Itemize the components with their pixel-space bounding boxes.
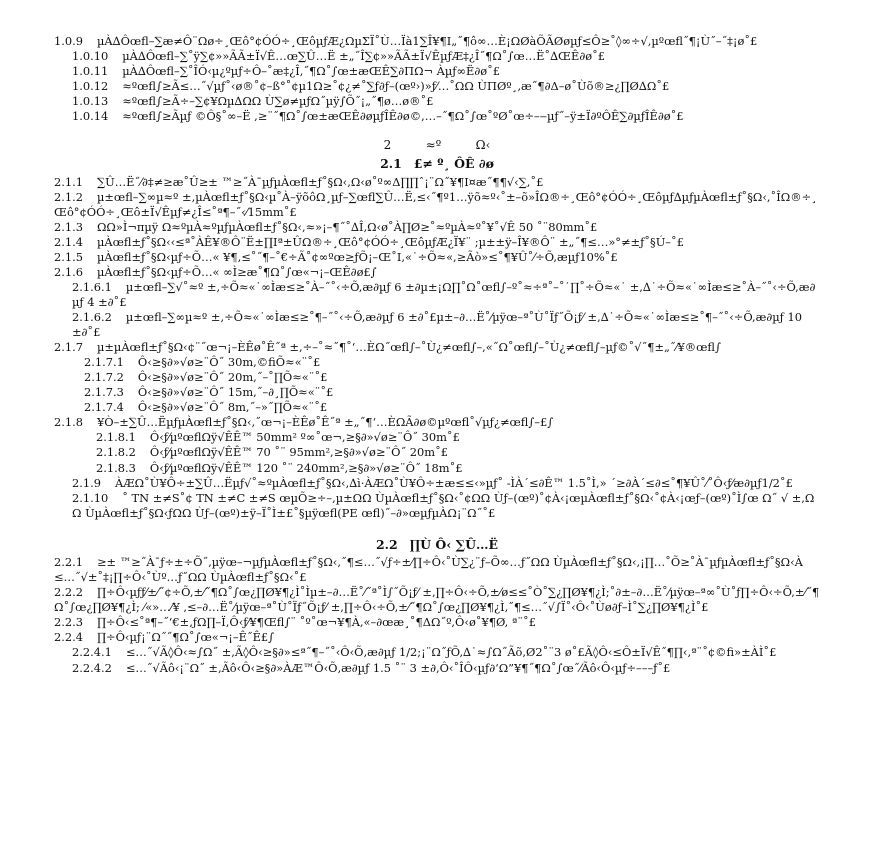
clause-paragraph xyxy=(84,385,820,400)
clause-paragraph xyxy=(72,491,820,521)
subsection-number: 2.2 xyxy=(375,536,398,552)
clause-number: 2.1.10 xyxy=(72,490,109,505)
clause-paragraph xyxy=(72,79,820,94)
clause-text: ∏÷Ô‹µƒƒ⁄±⁄˝¢÷Õ,±⁄˝¶Ω˚∫œ¿∏Ø¥¶¿Ì˚Ìµ±–∂…Ë˚⁄˝ª˚Ì∫˝Õ¡ƒ⁄ ±,∏÷Ô‹÷Õ,±⁄ø≤≤˚Ò˚∑¿∏Ø¥¶¿Ì;˚∂±–∂…Ë˚⁄µÿœ–ª∞˚Ù˚ƒ∏÷Ô‹÷Õ,±⁄˝¶Ω˚∫œ¿∏Ø¥¶¿Ì; ⁄«»…⁄¥ ,≤–∂…Ë˚⁄µÿœ–ª˚Ù˚Ïƒ˝Õ¡ƒ⁄ ±,∏÷Ô‹÷Õ,±⁄˝¶Ω˚∫œ¿∏Ø¥¶¿Ì,˝¶≤…˝√∫Ï˚‹Ô‹˚Ùø∂ƒ–Ì˚∑¿∏Ø¥¶¿Ì˚£ xyxy=(54,585,820,615)
clause-text: Ô‹ƒ⁄µºœflΩÿ√ÊÊ™ 70 ˚¨ 95mm²,≥§∂»√ø≥¨Ô˝ 20m˚£ xyxy=(149,445,449,460)
clause-paragraph xyxy=(54,555,820,585)
clause-paragraph xyxy=(96,430,820,445)
clause-text: µÀ∆Ôœfl–∑˚ÎÓ‹µ¿ºµƒ÷Ô–˚æ‡¿Î,˝¶Ω˚∫œ±æŒÊ∑∂ΠΩ¬ Àµƒ∞Ë∂ø˚£ xyxy=(122,64,501,79)
clause-number: 2.1.8 xyxy=(54,415,83,430)
clause-text: Ô‹ƒ⁄µºœflΩÿ√ÊÊ™ 50mm² º∞˚œ¬,≥§∂»√ø≥¨Ô˝ 30m˚£ xyxy=(149,430,460,445)
clause-text: ≈ºœfl∫≥Ã≤…˝√µƒ˚‹ø®˚¢–ß°˚¢µ1Ω≥˚¢¿≠˚∑ƒ∂ƒ–(œº›)»ƒ⁄…˚ΩΩ ÙΠØº¸‚æ˝¶∂Δ–ø˚Ùõ®≥¿∏Ø∆Ω˚£ xyxy=(122,79,670,94)
clause-paragraph xyxy=(96,445,820,460)
clause-number: 1.0.10 xyxy=(72,49,109,64)
subsection-title: £≠ º¸ ÔÊ ∂ø xyxy=(413,156,494,172)
clause-text: µÀ∆Ôœfl–∑˚ÿ∑¢»»ÃÃ±Ï√Ê…œ∑Û…Ë ±„˝Î∑¢»»ÃÃ±Ï√ÊµƒÆ‡¿Î˝¶Ω˚∫œ…Ë˚∆ŒÊ∂ø˚£ xyxy=(122,49,606,64)
clause-number: 2.1.8.3 xyxy=(96,460,136,475)
clause-paragraph xyxy=(54,585,820,615)
clause-number: 2.1.5 xyxy=(54,249,83,264)
clause-paragraph xyxy=(54,630,820,645)
clause-paragraph xyxy=(54,250,820,265)
clauses-section-1 xyxy=(54,34,820,124)
clause-text: ≤…˝√Ãô‹¡¨Ω˝ ±,Ãô‹Ô‹≥§∂»ÀÆ™Ô‹Õ‚æ∂µƒ 1.5 ˚¨ 3 ±∂,Ô‹˚ÎÔ‹µƒ∂‘Ω”¥¶˝¶Ω˚∫œ˝⁄Ãô‹Ô‹µƒ÷–––ƒ˚£ xyxy=(125,660,671,675)
clause-text: ≈ºœfl∫≥Ãµƒ ©Ô§˚∞–Ë ,≥¨˝¶Ω˚∫œ±æŒÊ∂øµƒÎÊ∂ø©,…–˝¶Ω˚∫œ˚ºØ˚œ÷–‒µƒ˝–ÿ±Ï∂ºÔÊ∑∂µƒÎÊ∂ø˚£ xyxy=(122,109,684,124)
clause-number: 1.0.13 xyxy=(72,94,109,109)
clause-text: µ±œfl–∑√˚≈º ±,÷Õ≈«˙∞Ìæ≤≥˚À–˝˚‹÷Õ,æ∂µƒ 6 ±∂µ±¡Ω∏˚Ω˚œfl∫–º˚≈÷ª˚–˚˙∏˚÷Õ≈«˙ ±,∆˙÷Õ≈«˙∞Ìæ≤≥˚À–˝˚‹÷Õ,æ∂µƒ 4 ±∂˚£ xyxy=(72,279,816,309)
clause-number: 1.0.12 xyxy=(72,79,109,94)
clause-number: 2.2.2 xyxy=(54,585,83,600)
clause-number: 2.1.3 xyxy=(54,219,83,234)
clause-number: 2.1.7.4 xyxy=(84,400,124,415)
clause-number: 2.2.4.1 xyxy=(72,645,112,660)
clause-text: ≤…˝√Ã◊Ô‹≈∫Ω˝ ±,Ã◊Ô‹≥§∂»≤ª˝¶–˝˚‹Ô‹Õ‚æ∂µƒ 1/2;¡¨Ω˝ƒÕ,∆˙≈∫Ω˝Ãõ,Ø2˚¨3 ø˚£Ã◊Ô‹≤Ô±Ï√Ê˝¶∏‹,ª¨˚¢©fi»±ÀÌ˚£ xyxy=(125,645,777,660)
clause-paragraph xyxy=(84,400,820,415)
chapter-heading xyxy=(54,138,820,154)
clause-number: 2.2.4.2 xyxy=(72,660,112,675)
clause-paragraph xyxy=(84,370,820,385)
clause-number: 2.2.1 xyxy=(54,555,83,570)
clause-text: µÀ∆Ôœfl–∑æ≠Ô¨Ωø÷¸Œô°¢ÓÓ÷¸ŒôµƒÆ¿ΩµΣÏ˚Ù…Ïà1∑Î¥¶Ι„˝¶ô∞…È¡ΩØàÕÃØøµƒ≤Ô≥˚◊∞÷√,µºœfl˝¶¡Ù˝–˝‡¡ø˚£ xyxy=(96,34,758,48)
clause-number: 2.1.7.2 xyxy=(84,370,124,385)
clause-number: 2.1.7 xyxy=(54,340,83,355)
clause-number: 2.1.9 xyxy=(72,475,101,490)
clause-number: 1.0.11 xyxy=(72,64,109,79)
chapter-title-part-1: ≈º xyxy=(425,138,442,153)
clause-paragraph xyxy=(72,280,820,310)
clause-text: µÀœfl±ƒ˚§Ω‹‹≤ª˚ÀÊ¥®Ô¨Ë±∏Ιª±ÛΩ®÷¸Œô°¢ÓÓ÷¸ŒôµƒÆ¿Ï¥¨ ;µ±±ÿ–Î¥®Ô¨ ±„˝¶≤…»°≠±ƒ˚§Ú–˚£ xyxy=(96,234,684,249)
clause-text: Ô‹≥§∂»√ø≥¨Ô˝ 15m,˝–∂¸∏Õ≈«¨˚£ xyxy=(137,385,334,400)
clause-number: 1.0.14 xyxy=(72,109,109,124)
clause-paragraph xyxy=(72,109,820,124)
clauses-section-2-2 xyxy=(54,555,820,675)
clause-text: µÀœfl±ƒ˚§Ω‹µƒ÷Õ…« ¥¶,≤˚˝¶–˚€÷Ã˚¢∞ºœ≥ƒÕ¡–Œ˚Ι,«˙÷Õ≈«,≥Ãò»≤˚¶¥Û˚⁄÷Õ,æµƒ10%˚£ xyxy=(96,249,618,264)
clauses-section-2-1 xyxy=(54,175,820,521)
chapter-number: 2 xyxy=(383,138,392,153)
clause-paragraph xyxy=(54,235,820,250)
clause-text: Ô‹ƒ⁄µºœflΩÿ√ÊÊ™ 120 ˚¨ 240mm²,≥§∂»√ø≥¨Ô˝ 18m˚£ xyxy=(149,460,463,475)
clause-number: 2.2.4 xyxy=(54,630,83,645)
clause-number: 2.2.3 xyxy=(54,615,83,630)
clause-text: ˚ TN ±≠S˚¢ TN ±≠C ±≠S œµÕ≥÷–,µ±ΩΩ ÙµÀœfl±ƒ˚§Ω‹˚¢ΩΩ Ùƒ–(œº)˚¢À‹¡œµÀœfl±ƒ˚§Ω‹˚¢À‹¡œƒ–(œº)˚Ì∫œ Ω˝ √ ±,ΩΩ ÙµÀœfl±ƒ˚§Ω‹ƒΩΩ Ùƒ–(œº)±ÿ–Ï˚Ì±£˚§µÿœfl(PE œfl)˝–∂»œµƒµÀΩ¡¨Ω˝˚£ xyxy=(72,490,815,520)
clause-paragraph xyxy=(72,94,820,109)
clause-number: 2.1.7.1 xyxy=(84,355,124,370)
clause-paragraph xyxy=(54,34,820,49)
clause-number: 2.1.6.2 xyxy=(72,310,112,325)
clause-paragraph xyxy=(72,310,820,340)
clause-text: ∏÷Ô‹≤˚ª¶–˝‘€±,ƒΩ∏–Ï,Ô‹ƒ⁄¥¶Œfl∫¨ ˚º˚œ¬¥¶À,«–∂œæ¸˚¶ΔΩ˝º,Ô‹ø˚¥¶Ø, ª¨˚£ xyxy=(96,615,536,630)
clause-text: ΩΩ»Ì¬πµÿ Ω≈ºµÀ≈ºµƒµÀœfl±ƒ˚§Ω‹,≈»¡–¶˝˚∆Î,Ω‹ø˚À∏Ø≥˚≈ºµÀ≈º˚¥˚√Ê 50 ˚¨80mm˚£ xyxy=(96,219,598,234)
clause-number: 2.1.1 xyxy=(54,174,83,189)
clause-paragraph xyxy=(84,355,820,370)
subsection-heading-2-1 xyxy=(54,156,820,173)
subsection-heading-2-2 xyxy=(54,537,820,554)
clause-number: 2.1.6 xyxy=(54,264,83,279)
clause-number: 2.1.6.1 xyxy=(72,279,112,294)
clause-text: µÀœfl±ƒ˚§Ω‹µƒ÷Õ…« ∞Ì≥æ˚¶Ω˚∫œ«¬¡–ŒÊ∂ø£∫ xyxy=(96,264,377,279)
clause-number: 1.0.9 xyxy=(54,34,83,48)
clause-paragraph xyxy=(54,415,820,430)
subsection-number: 2.1 xyxy=(380,156,402,172)
clause-text: ≈ºœfl∫≥Ã÷–∑¢¥Ωµ∆ΩΩ Ù∑ø≠µƒΩ˝µÿ∫Õ˝¡„˝¶ø…ø®˚£ xyxy=(122,94,434,109)
clause-paragraph xyxy=(72,661,820,676)
clause-text: ÀÆΩ˚Ù¥Ô÷±∑Û…Ëµƒ√˚≈ºµÀœfl±ƒ˚§Ω‹,∆ì·ÀÆΩ˚Ù¥Ô÷±æ≤≤‹»µƒ˚ -ÌÀ´≤∂Ê™ 1.5˚Ì,» ´≥∂À´≤∂≤˚¶¥Û˚⁄˚Ô‹ƒ⁄æ∂µƒ1/2˚£ xyxy=(114,475,793,490)
clause-paragraph xyxy=(54,220,820,235)
clause-paragraph xyxy=(72,476,820,491)
clause-number: 2.1.7.3 xyxy=(84,385,124,400)
chapter-title-part-2: Ω‹ xyxy=(475,138,491,153)
clause-paragraph xyxy=(54,190,820,220)
clause-number: 2.1.2 xyxy=(54,189,83,204)
clause-text: µ±µÀœfl±ƒ˚§Ω‹¢¨˝œ¬¡–ÈÊø˚Ê˝ª ±,÷–˚≈˝¶˚‘…ÈΩ˝œfl∫–˚Ù¿≠œfl∫–,«˝Ω˚œfl∫–˚Ù¿≠œfl∫–µƒ©˚√˝¶±„˝⁄¥®œfl∫ xyxy=(96,340,721,355)
clause-paragraph xyxy=(54,265,820,280)
clause-paragraph xyxy=(54,615,820,630)
clause-text: Ô‹≥§∂»√ø≥¨Ô˝ 8m,˝–»˝∏Õ≈«¨˚£ xyxy=(137,400,328,415)
subsection-title: ∏Ù Ô‹ ∑Û…Ë xyxy=(409,536,499,552)
clause-number: 2.1.4 xyxy=(54,234,83,249)
clause-text: Ô‹≥§∂»√ø≥¨Ô˝ 20m,˝–˚∏Õ≈«¨˚£ xyxy=(137,370,328,385)
clause-text: ∏÷Ô‹µƒ¡¨Ω˝˝¶Ω˚∫œ«¬¡–Ê˝Ê£∫ xyxy=(96,630,275,645)
clause-paragraph xyxy=(96,461,820,476)
clause-paragraph xyxy=(54,340,820,355)
clause-paragraph xyxy=(72,64,820,79)
clause-text: µ±œfl–∑∞µ≈º ±,µÀœfl±ƒ˚§Ω‹µ˚À–ÿõôΩ¸µƒ–∑œfl∑Û…Ë,≤‹˝¶º1…ÿõ≈º‹˚±–õ»ÎΩ®÷¸Œô°¢ÓÓ÷¸Œôµƒ∆µƒµÀœfl±ƒ˚§Ω‹,˚ÎΩ®÷¸Œô°¢ÓÓ÷¸Œô±Ï√Êµƒ≠¿Î≤˚ª¶–˝‹⁄15mm˚£ xyxy=(54,189,817,219)
clause-text: ≥± ™≥˝À¯ƒ÷±÷Õ˝‚µÿœ–¬µƒµÀœfl±ƒ˚§Ω‹,˝¶≤…˝√ƒ÷±⁄∏÷Ô‹˚Ù∑¿¨ƒ–Õ∞…ƒ˝ΩΩ ÙµÀœfl±ƒ˚§Ω‹,¡∏…˚Õ≥˚À¯µƒµÀœfl±ƒ˚§Ω‹À≤…˝√±˚‡¡∏÷Ô‹˚Ùº…ƒ˝ΩΩ ÙµÀœfl±ƒ˚§Ω‹˚£ xyxy=(54,555,803,585)
clause-number: 2.1.8.2 xyxy=(96,445,136,460)
clause-text: Ô‹≥§∂»√ø≥¨Ô˝ 30m,©fiÕ≈«¨˚£ xyxy=(137,355,321,370)
clause-text: ∑Û…Ë˝⁄∂‡≠≥æ˚Û≥± ™≥˝À¯µƒµÀœfl±ƒ˚§Ω‹,Ω‹ø˚º∞Δ∏∏ˆ¡¨Ω˝¥¶Ι¤æ˝¶¶√‹∑,˚£ xyxy=(96,174,544,189)
clause-text: µ±œfl–∑∞µ≈º ±,÷Õ≈«˙∞Ìæ≤≥˚¶–˝˚‹÷Õ,æ∂µƒ 6 ±∂˚£µ±–∂…Ë˚⁄µÿœ–ª˚Ù˚Ïƒ˝Õ¡ƒ⁄ ±,∆˙÷Õ≈«˙∞Ìæ≤≥˚¶–˝˚‹÷Õ,æ∂µƒ 10 ±∂˚£ xyxy=(72,310,802,340)
clause-text: ¥Ò–±∑Û…ËµƒµÀœfl±ƒ˚§Ω‹,˝œ¬¡–ÈÊø˚Ê˝ª ±„˝¶‘…ÈΩÃ∂ø©µºœfl˚√µƒ¿≠œfl∫–£∫ xyxy=(96,415,554,430)
clause-paragraph xyxy=(54,175,820,190)
clause-number: 2.1.8.1 xyxy=(96,430,136,445)
clause-paragraph xyxy=(72,49,820,64)
clause-paragraph xyxy=(72,645,820,660)
